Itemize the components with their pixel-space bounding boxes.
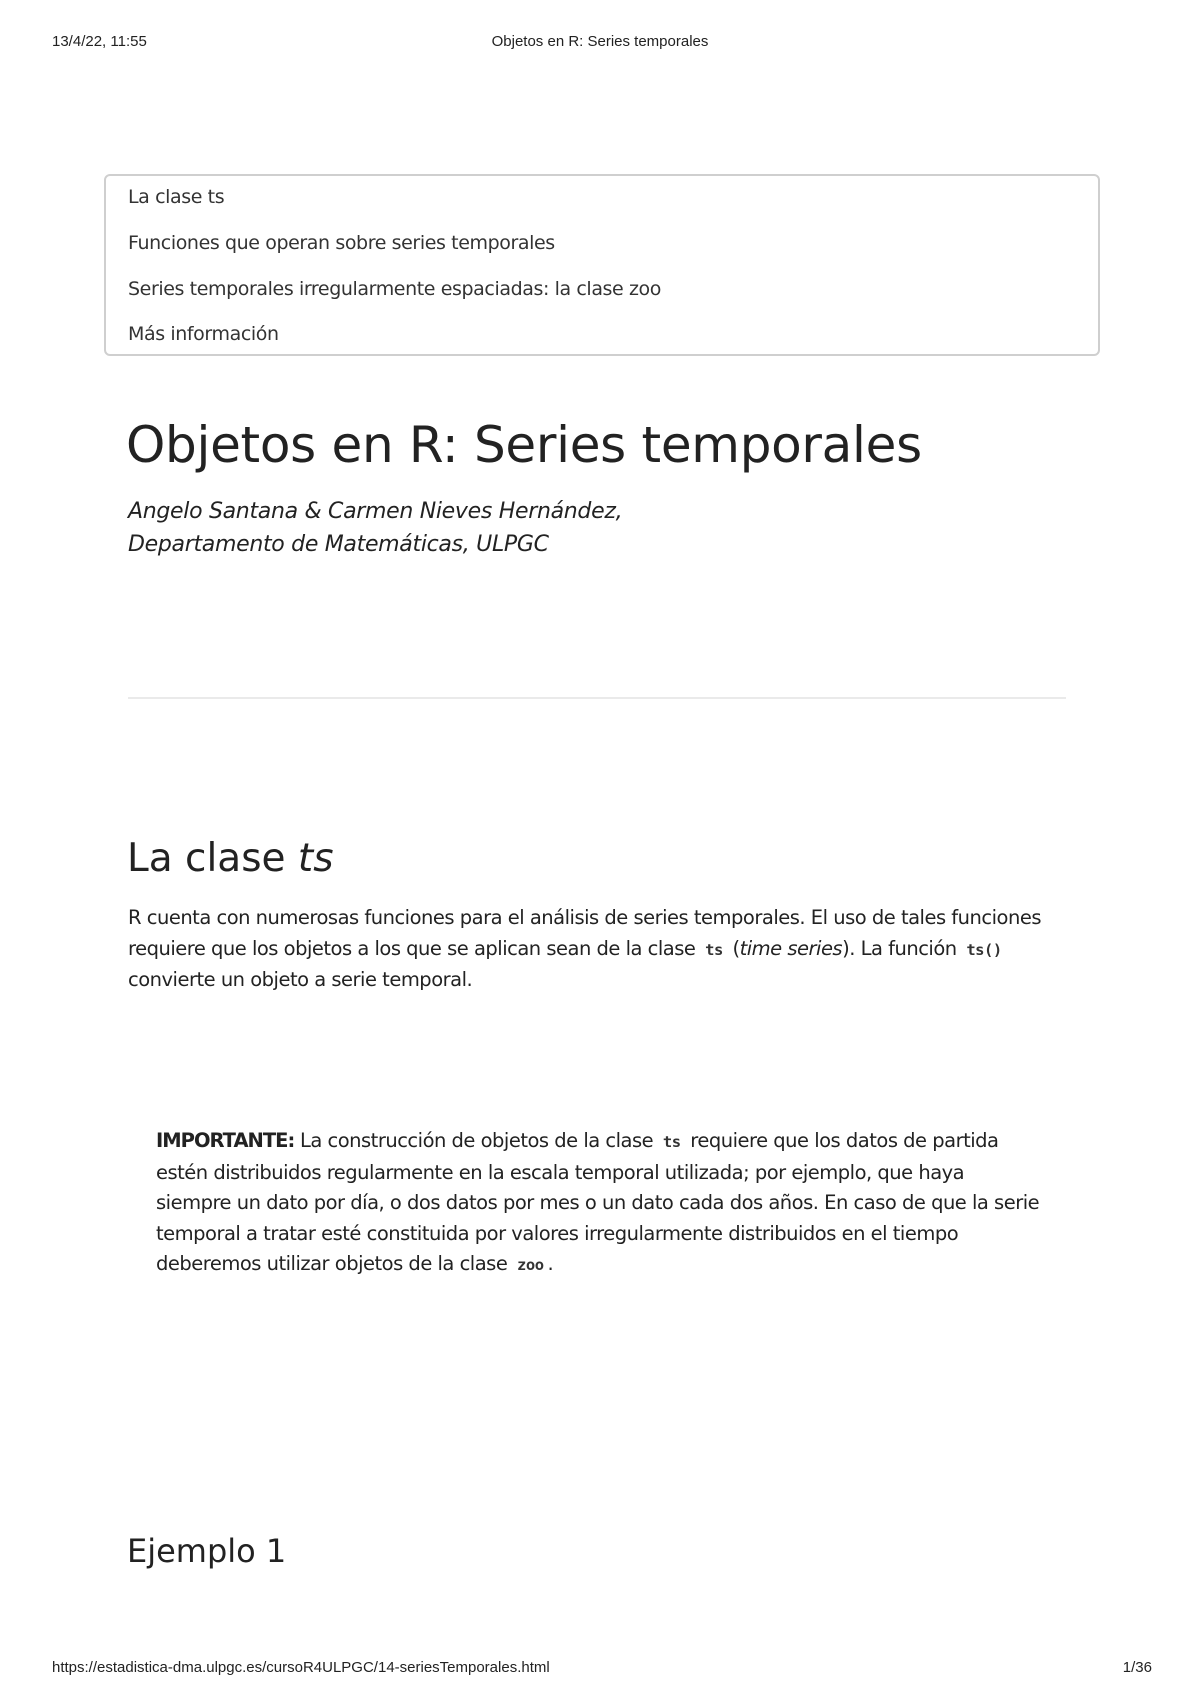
affiliation-line: Departamento de Matemáticas, ULPGC (128, 532, 549, 557)
callout-line-4: temporal a tratar esté constituida por valores irregularmente distribuidos en el tiempo (156, 1221, 959, 1245)
toc-link-la-clase-ts[interactable]: La clase ts (128, 186, 225, 208)
toc-link-funciones[interactable]: Funciones que operan sobre series temporales (128, 232, 555, 254)
code-ts: ts (662, 1133, 681, 1151)
page-title: Objetos en R: Series temporales (126, 416, 922, 474)
important-callout (156, 1126, 1056, 1281)
section-paragraph (128, 903, 1068, 996)
heading-text: La clase (127, 836, 298, 881)
em-time-series: time series (739, 936, 843, 960)
code-zoo: zoo (517, 1256, 544, 1274)
text-fragment: requiere que los objetos a los que se aplican sean de la clase (128, 936, 696, 960)
print-header (0, 33, 1200, 53)
callout-line-3: siempre un dato por día, o dos datos por mes o un dato cada dos años. En caso de que la serie (156, 1191, 1040, 1214)
important-label: IMPORTANTE: (156, 1129, 295, 1152)
toc-link-mas-informacion[interactable]: Más información (128, 323, 279, 345)
text-fragment: La construcción de objetos de la clase (300, 1129, 654, 1152)
toc-link-clase-zoo[interactable]: Series temporales irregularmente espaciadas: la clase zoo (128, 278, 662, 300)
callout-line-2: estén distribuidos regularmente en la escala temporal utilizada; por ejemplo, que haya (156, 1160, 965, 1184)
example-heading: Ejemplo 1 (127, 1532, 287, 1570)
print-footer (0, 1659, 1200, 1679)
text-fragment: requiere que los datos de partida (690, 1129, 999, 1152)
heading-em: ts (297, 836, 334, 881)
callout-line-5 (156, 1249, 1056, 1281)
text-fragment: ). La función (842, 936, 957, 960)
page-number: 1/36 (1122, 1659, 1152, 1676)
paragraph-line-3: convierte un objeto a serie temporal. (128, 968, 473, 991)
text-fragment: ( (732, 936, 740, 960)
text-fragment: . (547, 1252, 554, 1275)
table-of-contents (104, 174, 1100, 356)
print-datetime: 13/4/22, 11:55 (52, 33, 147, 50)
text-fragment: deberemos utilizar objetos de la clase (156, 1252, 508, 1275)
print-doc-title: Objetos en R: Series temporales (491, 33, 709, 50)
print-url: https://estadistica-dma.ulpgc.es/cursoR4ULPGC/14-seriesTemporales.html (52, 1659, 550, 1676)
code-ts: ts (705, 940, 723, 959)
code-ts-function: ts() (966, 940, 1002, 959)
paragraph-line-2 (128, 934, 1068, 966)
paragraph-line-1: R cuenta con numerosas funciones para el análisis de series temporales. El uso de tales funciones (128, 906, 1041, 929)
section-divider (128, 697, 1066, 699)
callout-line-1 (156, 1126, 1056, 1158)
section-heading-la-clase-ts (127, 838, 334, 881)
authors-line: Angelo Santana & Carmen Nieves Hernández, (128, 499, 623, 524)
